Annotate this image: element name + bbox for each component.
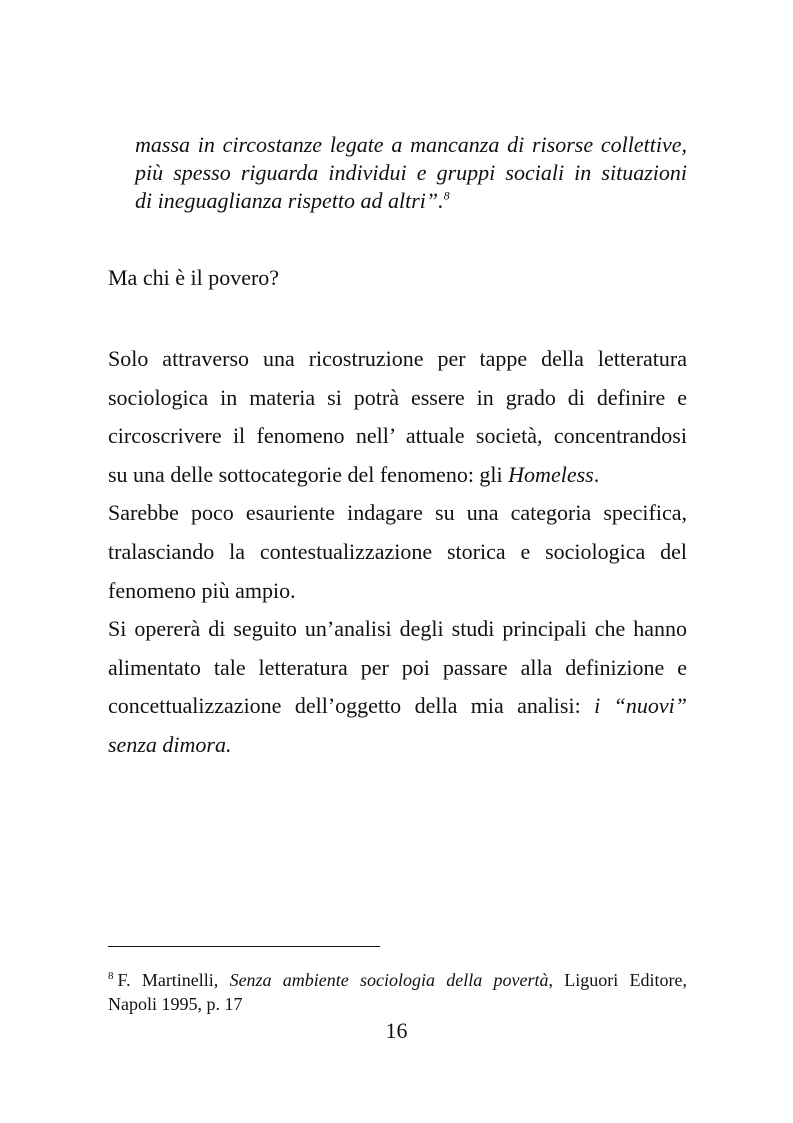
footnote-reference: 8 xyxy=(443,188,450,203)
emphasis-text: senza dimora. xyxy=(108,731,232,757)
paragraph-line: Sarebbe poco esauriente indagare su una categoria specifica, xyxy=(108,500,687,526)
footnote-title: Senza ambiente sociologia della povertà xyxy=(229,970,549,990)
footnote-publisher: , Liguori Editore, xyxy=(548,970,687,990)
emphasis-text: Homeless xyxy=(508,461,594,487)
body-text xyxy=(108,340,687,765)
footnote-line xyxy=(108,968,687,992)
paragraph-text: . xyxy=(593,461,600,487)
paragraph-text: concettualizzazione dell’oggetto della mia analisi: xyxy=(108,693,595,719)
quote-line: massa in circostanze legate a mancanza di risorse collettive, xyxy=(135,132,687,157)
footnote-line: Napoli 1995, p. 17 xyxy=(108,994,243,1014)
quote-line xyxy=(135,187,687,215)
paragraph-line xyxy=(108,687,687,726)
paragraph-line: Solo attraverso una ricostruzione per tappe della letteratura xyxy=(108,346,687,371)
paragraph-line: fenomeno più ampio. xyxy=(108,577,296,603)
paragraph-line xyxy=(108,456,687,495)
footnote-number: 8 xyxy=(108,970,114,982)
quote-line-text: di ineguaglianza rispetto ad altri”. xyxy=(135,188,444,213)
paragraph-line: Si opererà di seguito un’analisi degli studi principali che hanno xyxy=(108,616,687,642)
footnote-separator xyxy=(108,946,380,947)
quote-line: più spesso riguarda individui e gruppi sociali in situazioni xyxy=(135,160,687,185)
paragraph-line: circoscrivere il fenomeno nell’ attuale società, concentrandosi xyxy=(108,423,687,449)
paragraph-line xyxy=(108,726,687,765)
paragraph-text: su una delle sottocategorie del fenomeno: gli xyxy=(108,461,509,487)
footnote xyxy=(108,968,687,1016)
page-number: 16 xyxy=(385,1018,408,1043)
question-heading: Ma chi è il povero? xyxy=(108,265,280,290)
paragraph-line: alimentato tale letteratura per poi passare alla definizione e xyxy=(108,654,687,680)
paragraph-line: tralasciando la contestualizzazione storica e sociologica del xyxy=(108,538,687,564)
paragraph-line: sociologica in materia si potrà essere in grado di definire e xyxy=(108,384,687,410)
emphasis-text: i “nuovi” xyxy=(594,693,688,719)
footnote-author: F. Martinelli, xyxy=(117,970,230,990)
block-quote xyxy=(135,131,687,215)
